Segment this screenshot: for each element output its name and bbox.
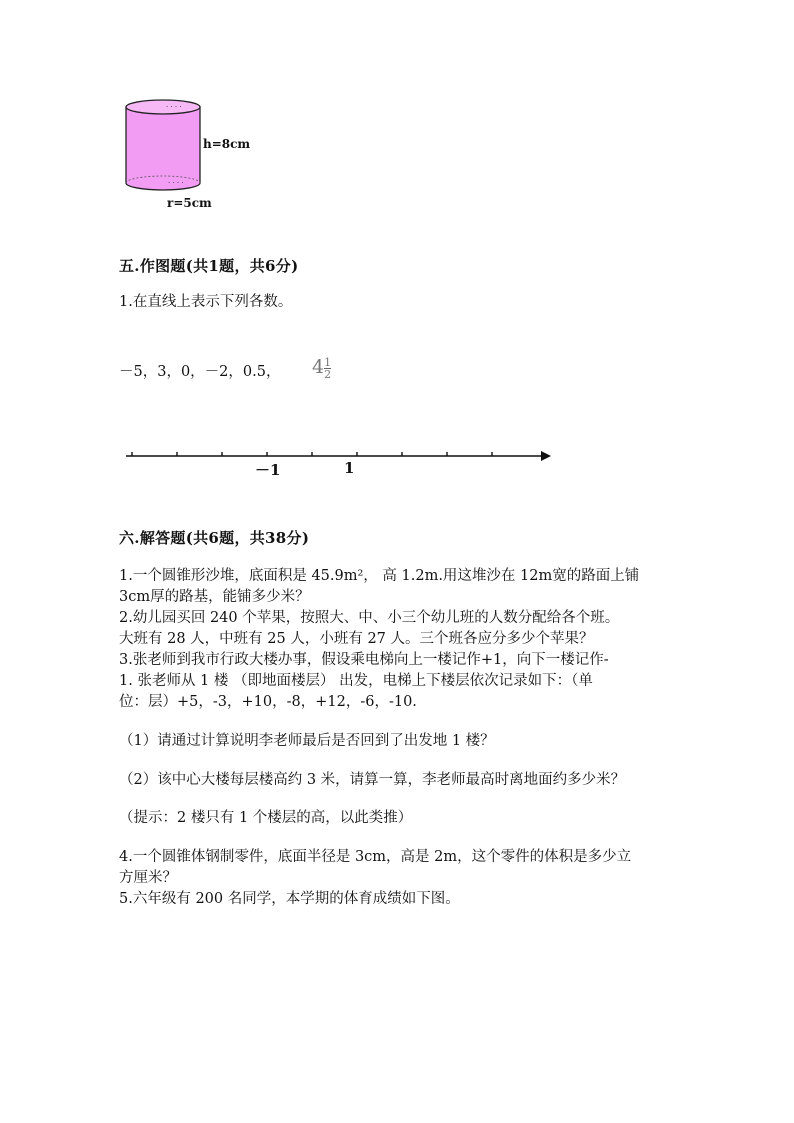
- q1-line2: 3cm厚的路基，能铺多少米？: [119, 589, 310, 605]
- axis-label-1: 1: [344, 459, 355, 477]
- cylinder-top: [126, 100, 200, 114]
- q2-line2: 大班有 28 人，中班有 25 人，小班有 27 人。三个班各应分多少个苹果？: [119, 631, 594, 647]
- q4-line2: 方厘米？: [119, 870, 177, 886]
- q4-line1: 4.一个圆锥体钢制零件，底面半径是 3cm，高是 2m，这个零件的体积是多少立: [119, 849, 632, 865]
- q3-sub2: （2）该中心大楼每层楼高约 3 米，请算一算，李老师最高时离地面约多少米？: [119, 772, 626, 788]
- section6-questions: [119, 566, 689, 713]
- numbers-list: －5，3，0，－2，0.5，: [119, 364, 281, 380]
- mixed-number: [312, 356, 331, 380]
- q3-hint: （提示：2 楼只有 1 个楼层的高，以此类推）: [119, 810, 413, 826]
- q3-line2: 1. 张老师从 1 楼 （即地面楼层） 出发，电梯上下楼层依次记录如下：（单: [119, 673, 593, 689]
- q3-line1: 3.张老师到我市行政大楼办事，假设乘电梯向上一楼记作+1，向下一楼记作-: [119, 652, 609, 668]
- svg-text:· · · ·: · · · ·: [166, 103, 182, 111]
- number-line-arrow: [541, 451, 551, 461]
- q3-line3: 位：层）+5，-3，+10，-8，+12，-6，-10.: [119, 694, 417, 710]
- height-label: h=8cm: [203, 137, 251, 151]
- cylinder-body: [126, 107, 200, 190]
- q3-sub1: （1）请通过计算说明李老师最后是否回到了出发地 1 楼？: [119, 733, 495, 749]
- mixed-fraction: [324, 357, 331, 380]
- section6-title: 六.解答题(共6题，共38分): [119, 529, 310, 547]
- number-line: [120, 445, 560, 467]
- mixed-whole: 4: [312, 356, 325, 378]
- q1-line1: 1.一个圆锥形沙堆，底面积是 45.9m²， 高 1.2m.用这堆沙在 12m宽的路面上铺: [119, 568, 640, 584]
- mixed-denominator: 2: [324, 367, 332, 381]
- q5-line: 5.六年级有 200 名同学，本学期的体育成绩如下图。: [119, 891, 460, 907]
- radius-label: r=5cm: [167, 196, 212, 210]
- section5-title: 五.作图题(共1题，共6分): [119, 257, 299, 275]
- cylinder-figure: [118, 95, 208, 195]
- section5-q1: 1.在直线上表示下列各数。: [119, 294, 293, 310]
- q4-block: [119, 847, 689, 910]
- svg-text:· · · ·: · · · ·: [168, 179, 184, 187]
- q2-line1: 2.幼儿园买回 240 个苹果，按照大、中、小三个幼儿班的人数分配给各个班。: [119, 610, 620, 626]
- mixed-numerator: 1: [324, 355, 332, 369]
- axis-label-neg1: －1: [255, 461, 281, 479]
